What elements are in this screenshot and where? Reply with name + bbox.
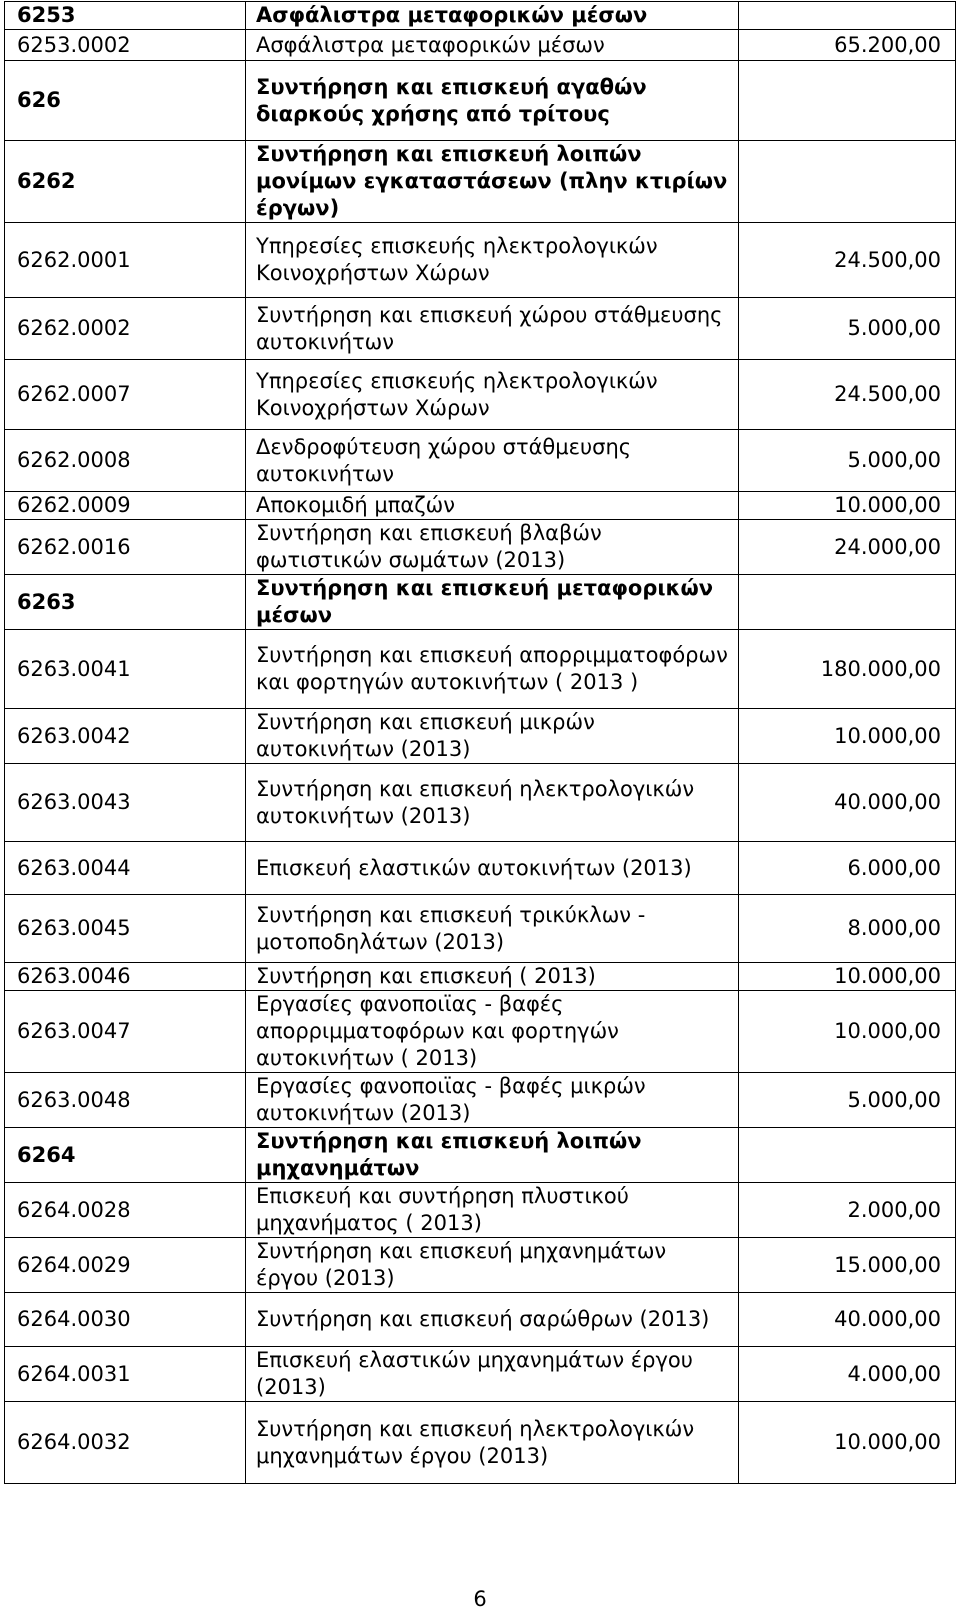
- amount: 10.000,00: [739, 1402, 956, 1484]
- account-description: Εργασίες φανοποιϊας - βαφές απορριμματοφόρων και φορτηγών αυτοκινήτων ( 2013): [246, 991, 739, 1073]
- account-description: Συντήρηση και επισκευή τρικύκλων - μοτοποδηλάτων (2013): [246, 895, 739, 963]
- account-description: Υπηρεσίες επισκευής ηλεκτρολογικών Κοινοχρήστων Χώρων: [246, 223, 739, 298]
- amount: 6.000,00: [739, 842, 956, 895]
- account-description: Συντήρηση και επισκευή ( 2013): [246, 963, 739, 991]
- table-row: [5, 298, 956, 360]
- account-code: 6253.0002: [5, 30, 246, 61]
- amount: 10.000,00: [739, 709, 956, 764]
- account-description: Συντήρηση και επισκευή μεταφορικών μέσων: [246, 575, 739, 630]
- account-description: Συντήρηση και επισκευή μικρών αυτοκινήτων (2013): [246, 709, 739, 764]
- page-number: 6: [473, 1587, 487, 1611]
- table-row: [5, 1293, 956, 1347]
- table-row: [5, 991, 956, 1073]
- account-description: Συντήρηση και επισκευή απορριμματοφόρων και φορτηγών αυτοκινήτων ( 2013 ): [246, 630, 739, 709]
- amount: 65.200,00: [739, 30, 956, 61]
- account-code: 6263.0045: [5, 895, 246, 963]
- account-code: 6262.0016: [5, 520, 246, 575]
- table-row: [5, 1402, 956, 1484]
- account-code: 6264.0028: [5, 1183, 246, 1238]
- table-row: [5, 1073, 956, 1128]
- table-row: [5, 895, 956, 963]
- table-row: [5, 492, 956, 520]
- account-description: Συντήρηση και επισκευή βλαβών φωτιστικών σωμάτων (2013): [246, 520, 739, 575]
- account-description: Αποκομιδή μπαζών: [246, 492, 739, 520]
- amount: 5.000,00: [739, 430, 956, 492]
- amount: 4.000,00: [739, 1347, 956, 1402]
- amount: 2.000,00: [739, 1183, 956, 1238]
- table-row: [5, 842, 956, 895]
- amount: 24.500,00: [739, 360, 956, 430]
- account-code: 6263: [5, 575, 246, 630]
- amount: [739, 61, 956, 141]
- account-description: Ασφάλιστρα μεταφορικών μέσων: [246, 30, 739, 61]
- table-row: [5, 709, 956, 764]
- account-code: 6263.0046: [5, 963, 246, 991]
- account-code: 6263.0047: [5, 991, 246, 1073]
- amount: 10.000,00: [739, 991, 956, 1073]
- account-code: 6262.0007: [5, 360, 246, 430]
- table-row: [5, 430, 956, 492]
- amount: [739, 141, 956, 223]
- amount: [739, 2, 956, 30]
- table-row: [5, 61, 956, 141]
- table-row: [5, 223, 956, 298]
- table-row: [5, 1183, 956, 1238]
- account-description: Ασφάλιστρα μεταφορικών μέσων: [246, 2, 739, 30]
- table-row: [5, 1238, 956, 1293]
- account-code: 6262.0001: [5, 223, 246, 298]
- table-row: [5, 141, 956, 223]
- amount: 40.000,00: [739, 764, 956, 842]
- account-description: Επισκευή ελαστικών αυτοκινήτων (2013): [246, 842, 739, 895]
- account-description: Επισκευή και συντήρηση πλυστικού μηχανήματος ( 2013): [246, 1183, 739, 1238]
- account-code: 626: [5, 61, 246, 141]
- amount: 10.000,00: [739, 492, 956, 520]
- account-description: Υπηρεσίες επισκευής ηλεκτρολογικών Κοινοχρήστων Χώρων: [246, 360, 739, 430]
- account-code: 6264.0031: [5, 1347, 246, 1402]
- amount: 8.000,00: [739, 895, 956, 963]
- account-code: 6263.0041: [5, 630, 246, 709]
- account-description: Δενδροφύτευση χώρου στάθμευσης αυτοκινήτων: [246, 430, 739, 492]
- table-row: [5, 1128, 956, 1183]
- account-code: 6264.0029: [5, 1238, 246, 1293]
- amount: 5.000,00: [739, 1073, 956, 1128]
- amount: 180.000,00: [739, 630, 956, 709]
- table-row: [5, 2, 956, 30]
- account-code: 6264: [5, 1128, 246, 1183]
- account-code: 6263.0043: [5, 764, 246, 842]
- account-code: 6253: [5, 2, 246, 30]
- table-row: [5, 360, 956, 430]
- account-description: Συντήρηση και επισκευή ηλεκτρολογικών αυτοκινήτων (2013): [246, 764, 739, 842]
- amount: [739, 575, 956, 630]
- amount: 15.000,00: [739, 1238, 956, 1293]
- account-description: Συντήρηση και επισκευή σαρώθρων (2013): [246, 1293, 739, 1347]
- table-row: [5, 630, 956, 709]
- table-row: [5, 30, 956, 61]
- account-code: 6263.0042: [5, 709, 246, 764]
- account-code: 6262.0008: [5, 430, 246, 492]
- amount: 24.500,00: [739, 223, 956, 298]
- amount: 24.000,00: [739, 520, 956, 575]
- account-code: 6263.0044: [5, 842, 246, 895]
- table-row: [5, 1347, 956, 1402]
- amount: 40.000,00: [739, 1293, 956, 1347]
- budget-table: [4, 1, 956, 1484]
- table-row: [5, 575, 956, 630]
- amount: [739, 1128, 956, 1183]
- account-description: Επισκευή ελαστικών μηχανημάτων έργου (2013): [246, 1347, 739, 1402]
- account-description: Συντήρηση και επισκευή χώρου στάθμευσης αυτοκινήτων: [246, 298, 739, 360]
- amount: 5.000,00: [739, 298, 956, 360]
- account-description: Συντήρηση και επισκευή ηλεκτρολογικών μηχανημάτων έργου (2013): [246, 1402, 739, 1484]
- account-description: Συντήρηση και επισκευή μηχανημάτων έργου (2013): [246, 1238, 739, 1293]
- account-code: 6264.0030: [5, 1293, 246, 1347]
- account-description: Συντήρηση και επισκευή αγαθών διαρκούς χρήσης από τρίτους: [246, 61, 739, 141]
- table-row: [5, 963, 956, 991]
- account-code: 6262.0002: [5, 298, 246, 360]
- table-row: [5, 764, 956, 842]
- account-code: 6263.0048: [5, 1073, 246, 1128]
- account-description: Εργασίες φανοποιϊας - βαφές μικρών αυτοκινήτων (2013): [246, 1073, 739, 1128]
- account-code: 6262.0009: [5, 492, 246, 520]
- account-description: Συντήρηση και επισκευή λοιπών μονίμων εγκαταστάσεων (πλην κτιρίων έργων): [246, 141, 739, 223]
- account-description: Συντήρηση και επισκευή λοιπών μηχανημάτων: [246, 1128, 739, 1183]
- account-code: 6262: [5, 141, 246, 223]
- budget-table-body: [5, 2, 956, 1484]
- amount: 10.000,00: [739, 963, 956, 991]
- account-code: 6264.0032: [5, 1402, 246, 1484]
- table-row: [5, 520, 956, 575]
